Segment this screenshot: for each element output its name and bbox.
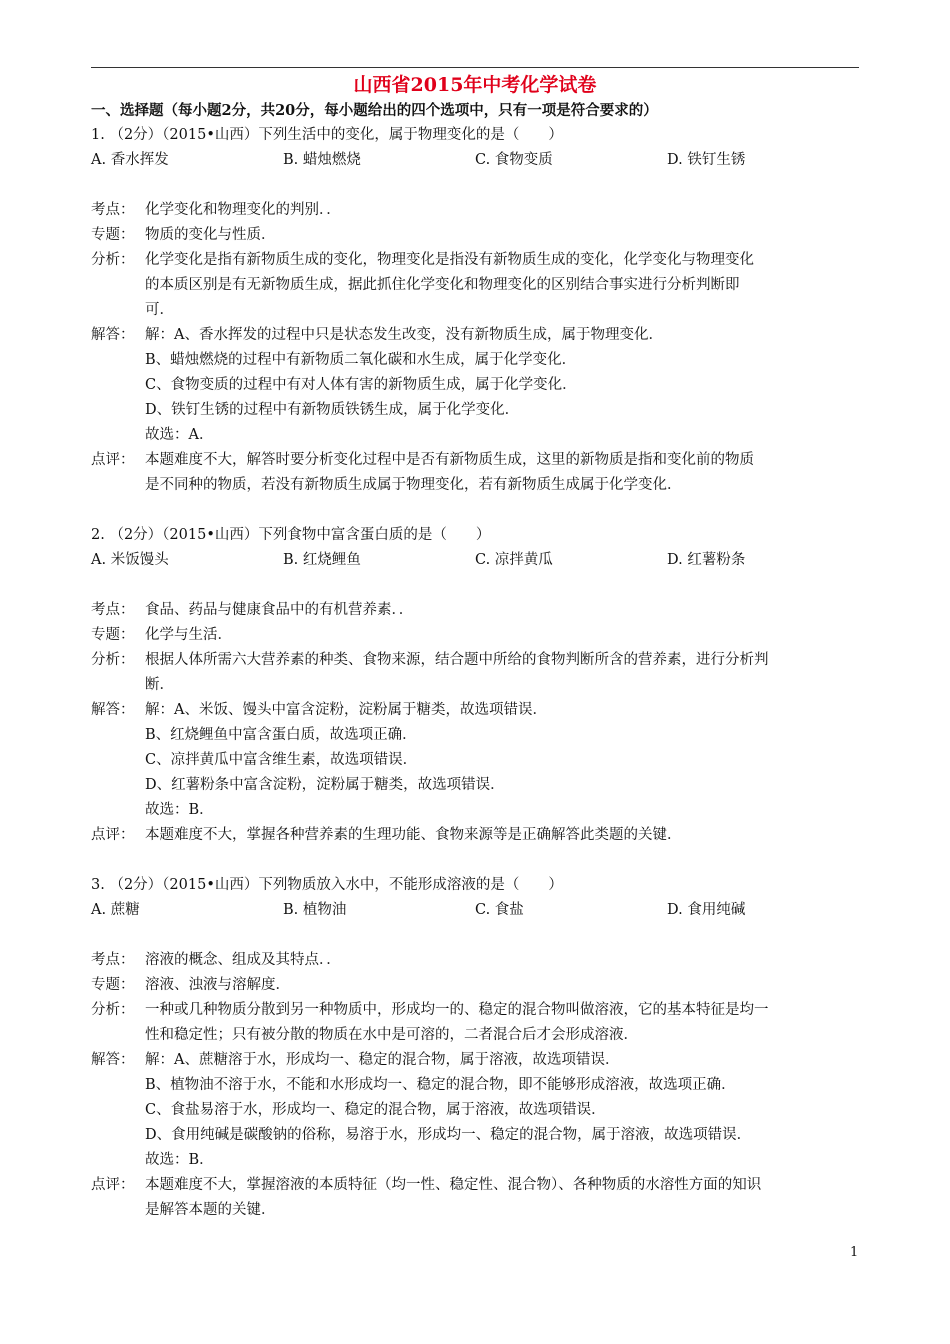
option-a: A. 香水挥发	[91, 152, 169, 168]
jieda-line: D、铁钉生锈的过程中有新物质铁锈生成，属于化学变化．	[145, 402, 520, 418]
jieda-line: 解：A、香水挥发的过程中只是状态发生改变，没有新物质生成，属于物理变化．	[145, 327, 663, 343]
option-b: B. 红烧鲤鱼	[283, 552, 361, 568]
jieda-row	[91, 698, 861, 823]
page-number: 1	[850, 1245, 859, 1260]
option-c: C. 食物变质	[475, 152, 553, 168]
fenxi-line: 一种或几种物质分散到另一种物质中，形成均一的、稳定的混合物叫做溶液，它的基本特征是均一	[145, 1002, 769, 1018]
question-stem: 1. （2分）（2015•山西）下列生活中的变化，属于物理变化的是（ ）	[91, 127, 563, 143]
jieda-line: B、植物油不溶于水，不能和水形成均一、稳定的混合物，即不能够形成溶液，故选项正确．	[145, 1077, 736, 1093]
option-a: A. 蔗糖	[91, 902, 140, 918]
fenxi-label: 分析：	[91, 1002, 135, 1018]
dianping-line: 是不同种的物质，若没有新物质生成属于物理变化，若有新物质生成属于化学变化．	[145, 477, 682, 493]
kaodian-text: 食品、药品与健康食品中的有机营养素．．	[145, 602, 414, 618]
kaodian-label: 考点：	[91, 602, 135, 618]
option-a: A. 米饭馒头	[91, 552, 169, 568]
option-d: D. 铁钉生锈	[667, 152, 746, 168]
jieda-line: B、红烧鲤鱼中富含蛋白质，故选项正确．	[145, 727, 417, 743]
question-stem: 3. （2分）（2015•山西）下列物质放入水中，不能形成溶液的是（ ）	[91, 877, 563, 893]
dianping-line: 本题难度不大，掌握各种营养素的生理功能、食物来源等是正确解答此类题的关键．	[145, 827, 682, 843]
dianping-label: 点评：	[91, 827, 135, 843]
jieda-line: 故选：B．	[145, 1152, 214, 1168]
page-title: 山西省2015年中考化学试卷	[353, 74, 597, 96]
zhuanti-text: 化学与生活．	[145, 627, 232, 643]
dianping-row	[91, 1173, 861, 1223]
dianping-row	[91, 823, 861, 848]
zhuanti-row	[91, 973, 861, 998]
zhuanti-label: 专题：	[91, 227, 135, 243]
zhuanti-text: 物质的变化与性质．	[145, 227, 276, 243]
jieda-line: C、凉拌黄瓜中富含维生素，故选项错误．	[145, 752, 418, 768]
zhuanti-label: 专题：	[91, 627, 135, 643]
jieda-line: 解：A、蔗糖溶于水，形成均一、稳定的混合物，属于溶液，故选项错误．	[145, 1052, 620, 1068]
jieda-line: D、红薯粉条中富含淀粉，淀粉属于糖类，故选项错误．	[145, 777, 505, 793]
fenxi-row	[91, 648, 861, 698]
options-row	[91, 548, 861, 573]
kaodian-label: 考点：	[91, 202, 135, 218]
section-heading: 一、选择题（每小题2分，共20分，每小题给出的四个选项中，只有一项是符合要求的）	[91, 102, 658, 119]
question-3	[91, 873, 861, 1223]
jieda-line: C、食盐易溶于水，形成均一、稳定的混合物，属于溶液，故选项错误．	[145, 1102, 606, 1118]
question-2	[91, 523, 861, 848]
kaodian-label: 考点：	[91, 952, 135, 968]
jieda-row	[91, 323, 861, 448]
kaodian-text: 化学变化和物理变化的判别．．	[145, 202, 341, 218]
jieda-line: 故选：B．	[145, 802, 214, 818]
zhuanti-text: 溶液、浊液与溶解度．	[145, 977, 290, 993]
kaodian-row	[91, 198, 861, 223]
jieda-label: 解答：	[91, 327, 135, 343]
fenxi-row	[91, 248, 861, 323]
jieda-line: 故选：A．	[145, 427, 214, 443]
jieda-line: 解：A、米饭、馒头中富含淀粉，淀粉属于糖类，故选项错误．	[145, 702, 547, 718]
dianping-line: 是解答本题的关键．	[145, 1202, 276, 1218]
dianping-line: 本题难度不大，掌握溶液的本质特征（均一性、稳定性、混合物）、各种物质的水溶性方面的知识	[145, 1177, 762, 1193]
option-b: B. 植物油	[283, 902, 347, 918]
options-row	[91, 148, 861, 173]
header-rule	[91, 67, 859, 68]
fenxi-line: 的本质区别是有无新物质生成，据此抓住化学变化和物理变化的区别结合事实进行分析判断即	[145, 277, 740, 293]
kaodian-row	[91, 598, 861, 623]
fenxi-label: 分析：	[91, 652, 135, 668]
jieda-line: C、食物变质的过程中有对人体有害的新物质生成，属于化学变化．	[145, 377, 577, 393]
dianping-label: 点评：	[91, 452, 135, 468]
option-b: B. 蜡烛燃烧	[283, 152, 361, 168]
jieda-row	[91, 1048, 861, 1173]
fenxi-line: 性和稳定性；只有被分散的物质在水中是可溶的，二者混合后才会形成溶液．	[145, 1027, 638, 1043]
fenxi-line: 化学变化是指有新物质生成的变化，物理变化是指没有新物质生成的变化，化学变化与物理变化	[145, 252, 754, 268]
fenxi-line: 根据人体所需六大营养素的种类、食物来源，结合题中所给的食物判断所含的营养素，进行分析判	[145, 652, 769, 668]
dianping-line: 本题难度不大，解答时要分析变化过程中是否有新物质生成，这里的新物质是指和变化前的物质	[145, 452, 754, 468]
question-1	[91, 123, 861, 498]
jieda-line: B、蜡烛燃烧的过程中有新物质二氧化碳和水生成，属于化学变化．	[145, 352, 577, 368]
dianping-row	[91, 448, 861, 498]
option-d: D. 红薯粉条	[667, 552, 746, 568]
fenxi-row	[91, 998, 861, 1048]
jieda-line: D、食用纯碱是碳酸钠的俗称，易溶于水，形成均一、稳定的混合物，属于溶液，故选项错误．	[145, 1127, 752, 1143]
option-c: C. 食盐	[475, 902, 524, 918]
fenxi-line: 断．	[145, 677, 174, 693]
jieda-label: 解答：	[91, 702, 135, 718]
kaodian-text: 溶液的概念、组成及其特点．．	[145, 952, 341, 968]
kaodian-row	[91, 948, 861, 973]
dianping-label: 点评：	[91, 1177, 135, 1193]
options-row	[91, 898, 861, 923]
option-c: C. 凉拌黄瓜	[475, 552, 553, 568]
jieda-label: 解答：	[91, 1052, 135, 1068]
zhuanti-row	[91, 623, 861, 648]
zhuanti-label: 专题：	[91, 977, 135, 993]
question-stem: 2. （2分）（2015•山西）下列食物中富含蛋白质的是（ ）	[91, 527, 491, 543]
zhuanti-row	[91, 223, 861, 248]
option-d: D. 食用纯碱	[667, 902, 746, 918]
fenxi-label: 分析：	[91, 252, 135, 268]
fenxi-line: 可．	[145, 302, 174, 318]
